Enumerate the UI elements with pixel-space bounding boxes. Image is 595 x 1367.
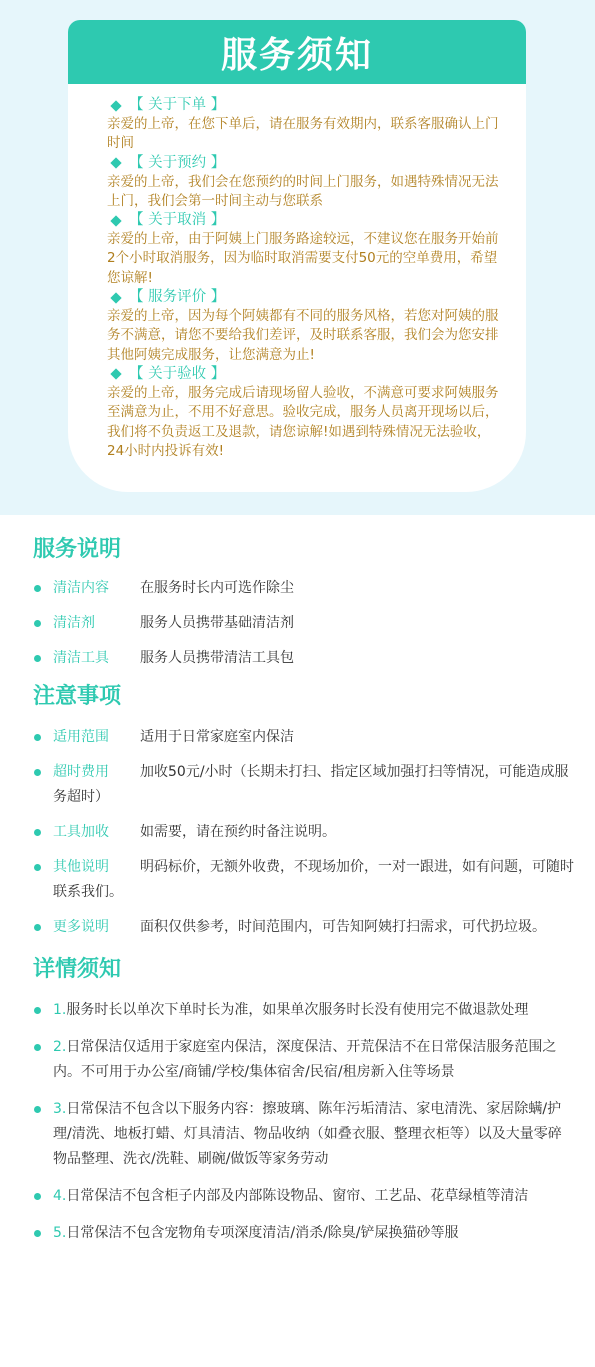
bullet-icon: [34, 1193, 41, 1200]
notice-text: 亲爱的上帝，我们会在您预约的时间上门服务，如遇特殊情况无法上门，我们会第一时间主动与您联系: [107, 173, 499, 209]
list-item: [0, 855, 595, 905]
list-item: [0, 611, 595, 636]
diamond-icon: [110, 292, 121, 303]
item-label: 清洁内容: [53, 580, 109, 596]
item-label: 工具加收: [53, 824, 109, 840]
section-title-service: 服务说明: [33, 537, 122, 562]
bullet-icon: [34, 585, 41, 592]
bullet-icon: [34, 864, 41, 871]
bullet-icon: [34, 829, 41, 836]
notice-title: 服务须知: [68, 20, 526, 84]
notice-card: [68, 20, 526, 492]
item-value: 如需要，请在预约时备注说明。: [140, 824, 336, 840]
item-value: 明码标价，无额外收费，不现场加价，一对一跟进，如有问题，可随时联系我们。: [53, 859, 574, 900]
item-value: 加收50元/小时（长期未打扫、指定区域加强打扫等情况，可能造成服务超时）: [53, 764, 569, 805]
item-text: 日常保洁仅适用于家庭室内保洁，深度保洁、开荒保洁不在日常保洁服务范围之内。不可用于办公室/商铺/学校/集体宿舍/民宿/租房新入住等场景: [53, 1039, 557, 1080]
diamond-icon: [110, 157, 121, 168]
list-item: [0, 998, 595, 1023]
notice-section-order: [107, 96, 526, 154]
item-label: 更多说明: [53, 919, 109, 935]
item-text: 日常保洁不包含柜子内部及内部陈设物品、窗帘、工艺品、花草绿植等清洁: [66, 1188, 529, 1204]
notice-heading: 【 关于验收 】: [129, 365, 226, 382]
item-label: 适用范围: [53, 729, 109, 745]
bullet-icon: [34, 1106, 41, 1113]
notice-heading: 【 关于下单 】: [129, 97, 226, 113]
list-item: [0, 820, 595, 845]
bullet-icon: [34, 1044, 41, 1051]
item-value: 在服务时长内可选作除尘: [140, 580, 294, 596]
list-item: [0, 576, 595, 601]
notice-text: 亲爱的上帝，服务完成后请现场留人验收，不满意可要求阿姨服务至满意为止，不用不好意思。验收完成，服务人员离开现场以后，我们将不负责返工及退款，请您谅解!如遇到特殊情况无法验收，24小时内投诉有效!: [107, 384, 499, 459]
bullet-icon: [34, 620, 41, 627]
notice-heading: 【 服务评价 】: [129, 289, 226, 306]
item-text: 日常保洁不包含宠物角专项深度清洁/消杀/除臭/铲屎换猫砂等服: [66, 1225, 459, 1241]
item-label: 超时费用: [53, 764, 109, 780]
bullet-icon: [34, 769, 41, 776]
section-title-attention: 注意事项: [33, 684, 122, 709]
notice-body: [68, 84, 526, 461]
item-number: 1.: [53, 1002, 67, 1018]
list-item: [0, 1035, 595, 1085]
list-item: [0, 1184, 595, 1209]
notice-heading: 【 关于取消 】: [129, 212, 226, 229]
bullet-icon: [34, 1230, 41, 1237]
list-item: [0, 1097, 595, 1172]
list-item: [0, 725, 595, 750]
list-item: [0, 1221, 595, 1246]
item-number: 4.: [53, 1188, 67, 1204]
item-text: 服务时长以单次下单时长为准，如果单次服务时长没有使用完不做退款处理: [66, 1002, 529, 1018]
list-item: [0, 915, 595, 940]
bullet-icon: [34, 655, 41, 662]
item-text: 日常保洁不包含以下服务内容：擦玻璃、陈年污垢清洁、家电清洗、家居除螨/护理/清洗、地板打蜡、灯具清洁、物品收纳（如叠衣服、整理衣柜等）以及大量零碎物品整理、洗衣/洗鞋、刷碗/做饭等家务劳动: [53, 1101, 562, 1167]
item-number: 2.: [53, 1039, 67, 1055]
diamond-icon: [110, 369, 121, 380]
item-number: 5.: [53, 1225, 67, 1241]
item-label: 清洁工具: [53, 650, 109, 666]
list-item: [0, 760, 595, 810]
list-item: [0, 646, 595, 671]
notice-text: 亲爱的上帝，因为每个阿姨都有不同的服务风格，若您对阿姨的服务不满意，请您不要给我们差评，及时联系客服，我们会为您安排其他阿姨完成服务，让您满意为止!: [107, 308, 499, 363]
notice-section-review: [107, 288, 526, 365]
item-number: 3.: [53, 1101, 67, 1117]
notice-section-acceptance: [107, 365, 526, 461]
item-value: 服务人员携带清洁工具包: [140, 650, 294, 666]
notice-text: 亲爱的上帝，由于阿姨上门服务路途较远，不建议您在服务开始前2个小时取消服务，因为临时取消需要支付50元的空单费用，希望您谅解!: [107, 231, 499, 286]
section-title-details: 详情须知: [33, 957, 122, 982]
item-value: 面积仅供参考，时间范围内，可告知阿姨打扫需求，可代扔垃圾。: [140, 919, 546, 935]
bullet-icon: [34, 924, 41, 931]
main-content: [0, 530, 595, 1246]
diamond-icon: [110, 100, 121, 111]
diamond-icon: [110, 215, 121, 226]
notice-heading: 【 关于预约 】: [129, 154, 226, 171]
item-label: 清洁剂: [53, 615, 95, 631]
item-value: 服务人员携带基础清洁剂: [140, 615, 294, 631]
bullet-icon: [34, 1007, 41, 1014]
notice-section-cancel: [107, 211, 526, 288]
notice-section-booking: [107, 154, 526, 212]
bullet-icon: [34, 734, 41, 741]
item-label: 其他说明: [53, 859, 109, 875]
notice-text: 亲爱的上帝，在您下单后，请在服务有效期内，联系客服确认上门时间: [107, 116, 499, 152]
item-value: 适用于日常家庭室内保洁: [140, 729, 294, 745]
